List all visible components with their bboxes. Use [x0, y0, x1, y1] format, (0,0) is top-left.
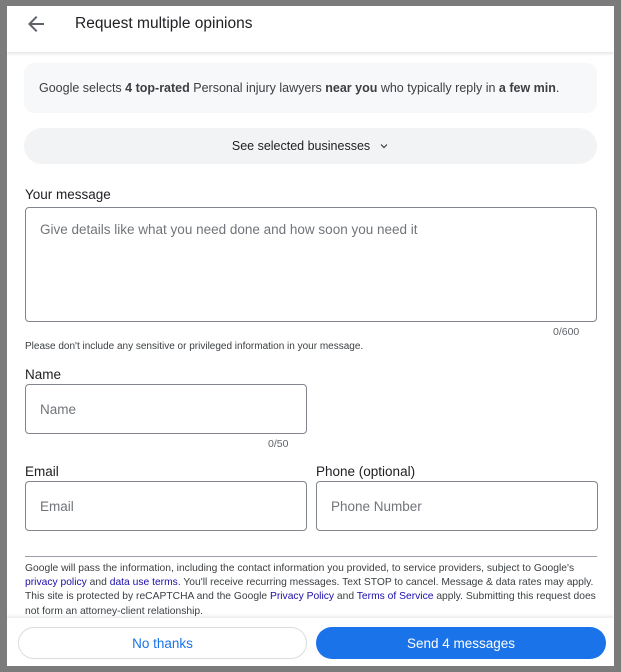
email-label: Email: [25, 464, 59, 479]
name-input[interactable]: [25, 384, 307, 434]
page-title: Request multiple opinions: [75, 15, 253, 32]
dialog-footer: [7, 618, 614, 666]
info-time: a few min: [498, 81, 556, 95]
phone-label: Phone (optional): [316, 464, 416, 479]
legal-text: Google will pass the information, including the contact information you provided, to service providers, subject to Google's: [25, 563, 575, 574]
info-location: near you: [325, 81, 378, 95]
info-text-suffix: who typically reply in: [377, 81, 499, 95]
legal-divider: [25, 556, 597, 557]
info-text-middle: Personal injury lawyers: [189, 81, 326, 95]
message-counter: 0/600: [553, 326, 580, 338]
info-banner: [24, 63, 597, 113]
info-count: 4 top-rated: [125, 81, 190, 95]
legal-disclaimer: [25, 562, 600, 619]
send-messages-button[interactable]: Send 4 messages: [316, 627, 606, 659]
terms-of-service-link[interactable]: Terms of Service: [356, 591, 434, 603]
message-note: Please don't include any sensitive or privileged information in your message.: [25, 341, 364, 352]
name-label: Name: [25, 367, 62, 382]
legal-text: apply. Submitting this request does not form an attorney-client relationship.: [25, 591, 596, 617]
chevron-down-icon: [379, 141, 389, 151]
info-text-prefix: Google selects: [39, 81, 126, 95]
privacy-policy-link[interactable]: privacy policy: [25, 577, 87, 589]
phone-input[interactable]: [316, 481, 598, 531]
see-selected-label: See selected businesses: [231, 139, 371, 153]
info-text-end: .: [555, 81, 560, 95]
message-textarea[interactable]: [25, 207, 597, 322]
name-counter: 0/50: [268, 438, 289, 450]
see-selected-businesses-button[interactable]: [24, 128, 597, 164]
dialog-header: [7, 6, 614, 52]
back-button[interactable]: [24, 12, 48, 36]
arrow-left-icon: [24, 12, 48, 36]
legal-text: and: [334, 591, 357, 603]
email-input[interactable]: [25, 481, 307, 531]
no-thanks-button[interactable]: No thanks: [18, 627, 307, 659]
legal-text: and: [86, 577, 110, 589]
legal-text: . You'll receive recurring messages. Text STOP to cancel. Message & data rates may apply. This site is protected by reCAPTCHA and the Google: [25, 577, 594, 603]
message-label: Your message: [25, 187, 111, 202]
request-opinions-dialog: [7, 6, 614, 666]
google-privacy-policy-link[interactable]: Privacy Policy: [269, 591, 335, 603]
data-use-terms-link[interactable]: data use terms: [109, 577, 178, 589]
